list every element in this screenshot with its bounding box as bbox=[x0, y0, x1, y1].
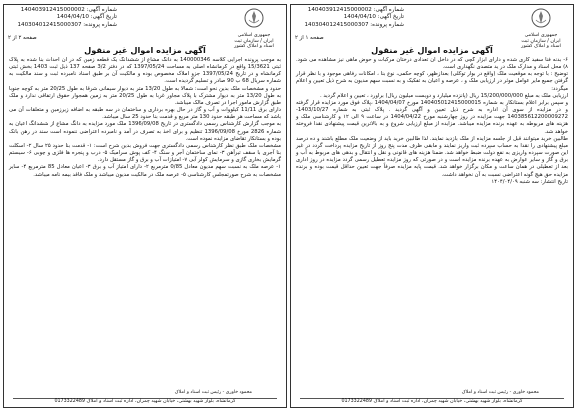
emblem bbox=[232, 7, 276, 50]
notice-title: آگهی مزایده اموال غیر منقول bbox=[84, 45, 206, 55]
signature-block: محمود خاوری - رئیس ثبت اسناد و املاک bbox=[174, 390, 252, 395]
notice-number-label: شماره آگهی: bbox=[373, 7, 404, 13]
paragraph: و سپس برابر اعلام بستانکار به شماره 140405012415000015 مورخ 1404/04/07 ،پلاک فوق مورد مزایده قرار گرفته و در مزایده از سوی آن اداره به شرح ذیل تعیین و آگهی گردید . پلاک ثبتی به شماره 1403/10/27-140385612200009272 جهت مزایده در روز چهارشنبه مورخ 1404/04/22 در ساعت ۹ الی ۱۲ و کارشناسی ملک و هزینه های مربوطه به عهده برنده مزایده میباشد. مزایده از مبلغ ارزیابی شروع و به بالاترین قیمت پیشنهادی نقدا فروخته خواهد شد. bbox=[296, 99, 569, 135]
footer-address: کرمانشاه، بلوار شهید بهشتی، خیابان شهید چمران، اداره ثبت اسناد و املاک 0173322489 bbox=[341, 399, 523, 404]
emblem bbox=[519, 7, 563, 50]
notice-title: آگهی مزایده اموال غیر منقول bbox=[371, 45, 493, 55]
notice-number-label: شماره آگهی: bbox=[86, 7, 117, 13]
footer-address: کرمانشاه، بلوار شهید بهشتی، خیابان شهید چمران، اداره ثبت اسناد و املاک 0173322489 bbox=[54, 399, 236, 404]
emblem-caption: جمهوری اسلامی ایران / سازمان ثبت اسناد و املاک کشور bbox=[234, 33, 274, 50]
signer-name: محمود خاوری bbox=[512, 390, 539, 395]
notice-body bbox=[291, 57, 573, 397]
notice-date: 1404/04/10 bbox=[56, 14, 89, 21]
page-footer bbox=[295, 390, 569, 405]
paragraph: توضیح : با توجه به موقعیت ملک (واقع در بوار توکلی) بعدازظهر، کوچه حکمی، نوع بنا ، امکانات رفاهی موجود و با نظر قرار گرفتن جمیع مایر عوامل موثر در ارزیابی ملک و ، عرصه و اعیان به تفکیک و به نسبت سهم مدیون به شرح ذیل تعیین و اعلام میگردد: bbox=[296, 71, 568, 92]
signer-title: رئیس ثبت اسناد و املاک bbox=[461, 390, 509, 395]
file-number: 140304012415000307 bbox=[17, 21, 82, 28]
file-number-label: شماره پرونده: bbox=[370, 21, 404, 28]
paragraph: به موجب پرونده اجرایی کلاسه 140000346 به دانگ مشاع از ششدانگ یک قطعه زمین که در آن احداث بنا شده به پلاک ثبتی 15/3621 واقع در کرمانشاه اصلی به مساحت 1397/05/24 که در دفتر 3/2 صفحه 137 ذیل ثبت 1403 بخش ثبتی کرمانشاه و در تاریخ 1397/05/24 جزو املاک مخصوص بوده و مالکیت آن بر طبق اسناد نامبرده ثبت و سند مالکیت به شماره سریال 68 ب 90 صادر و تسلیم گردیده است. bbox=[9, 57, 281, 85]
paragraph: طالبین خرید میتوانند قبل از جلسه مزایده از ملک بازدید نمایند. لذا طالبین خرید باید از وضعیت ملک مطلع باشند و ده درصد مبلغ پیشنهادی را نقدا به حساب سپرده ثبت واریز نمایند و مابقی ظرف مدت پنج روز از تاریخ مزایده پرداخت گردد در غیر این صورت سپرده واریزی به نفع دولت ضبط خواهد شد. ضمنا هزینه های قانونی و نقل و انتقال و بدهی های مربوط به آب و برق و گاز و سایر عوارض به عهده برنده مزایده است و در صورتی که روز مزایده تعطیل رسمی گردد مزایده در روز اداری بعد از تعطیلی در همان ساعت و مکان برگزار خواهد شد. قیمت پایه مزایده صرفاً جهت تعیین حداقل قیمت بوده و برنده مزایده حق هیچ گونه اعتراضی نسبت به آن نخواهد داشت. bbox=[296, 135, 568, 178]
emblem-caption: جمهوری اسلامی ایران / سازمان ثبت اسناد و املاک کشور bbox=[521, 33, 561, 50]
signer-title: رئیس ثبت اسناد و املاک bbox=[174, 390, 222, 395]
paragraph: مشخصات ملک طبق نظر کارشناس رسمی دادگستری جهت فروش بدین شرح است: ۱- قدمت بنا حدود ۲۵ سال ۲- اسکلت بنا آجری با سقف تیرآهن ۳- نمای ساختمان آجر و سنگ ۴- کف پوش سرامیک ۵- درب و پنجره ها فلزی و چوبی ۶- سیستم گرمایش بخاری گازی و سرمایش کولر آبی ۷- امتیازات آب و برق و گاز مستقل دارد. bbox=[9, 142, 281, 164]
notice-number: 140403912415000002 bbox=[20, 7, 85, 13]
notice-meta bbox=[294, 7, 404, 29]
emblem-icon bbox=[530, 7, 552, 29]
paragraph: تاریخ انتشار: سه شنبه ۱۴۰۴/۰۴/۰۹ bbox=[491, 178, 568, 185]
paragraph: حدود و مشخصات ملک بدین نحو است: شمالا به طول 13/20 متر به دیوار سیمانی شرقا به طول 20/25 متر به کوچه جنوبا به طول 13/20 متر به دیوار مشترک با پلاک مجاور غربا به طول 20/25 متر به زمین همجوار حقوق ارتفاقی ندارد و ملک طبق گزارش مامور اجرا در تصرف مالک میباشد. bbox=[9, 85, 282, 106]
notice-page-1 bbox=[290, 4, 574, 408]
notice-meta bbox=[7, 7, 117, 29]
emblem-icon bbox=[243, 7, 265, 29]
paragraph: ۶- بدنه فنا سفید کاری شده و دارای ابزار گچی که در داخل آن تعدادی درختان مرکبات و حوض ماهی نیز مشاهده می شود. ۸) محل اسناد و مدارک ملک در ید متصدی نگهداری است. bbox=[296, 57, 568, 71]
paragraph: ارزیابی ملک به مبلغ 15/200/000/000 ریال (پانزده میلیارد و دویست میلیون ریال) براورد ، تعیین و اعلام گردید . bbox=[319, 92, 568, 99]
paragraph: ۱- عرصه ملک به نسبت سهم مدیون معادل 0/85 مترمربع ۲- دارای امتیاز آب و برق ۳- اعیان معادل 85 مترمربع ۴- سایر مشخصات به شرح صورتمجلس کارشناسی ۵- عرصه ملک در مالکیت مدیون میباشد و ملک فاقد بیمه نامه میباشد. bbox=[9, 164, 282, 178]
notice-page-2 bbox=[3, 4, 287, 408]
notice-date-label: تاریخ آگهی: bbox=[90, 14, 117, 21]
notice-number: 140403912415000002 bbox=[307, 7, 372, 13]
notice-date: 1404/04/10 bbox=[343, 14, 376, 21]
paragraph: دارای برق 11/11 کیلووات و آب و گاز در حال بهره برداری و ساختمان در سه طبقه به اضافه زیرزمین و متعلقات آن می باشد که مساحت هر طبقه حدود 130 متر مربع و قدمت بنا حدود 25 سال میباشد. bbox=[9, 107, 281, 121]
notice-body bbox=[4, 57, 286, 397]
paragraph: به موجب گزارش کارشناس رسمی دادگستری در تاریخ 1396/09/08 ملک مورد مزایده به دانگ مشاع از ششدانگ اعیان به شماره 2826 مورخ 1396/09/08 تنظیم و برای اخذ به تصرف در آمد و نامبرده اعتراضی ننموده است سند در رهن بانک بوده و بستانکار تقاضای مزایده نموده است. bbox=[9, 121, 282, 142]
signature-block: محمود خاوری - رئیس ثبت اسناد و املاک bbox=[461, 390, 539, 395]
page-footer bbox=[8, 390, 282, 405]
notice-date-label: تاریخ آگهی: bbox=[377, 14, 404, 21]
page-number: صفحه ۲ از ۲ bbox=[8, 35, 37, 41]
file-number: 140304012415000307 bbox=[304, 21, 369, 28]
file-number-label: شماره پرونده: bbox=[83, 21, 117, 28]
signer-name: محمود خاوری bbox=[225, 390, 252, 395]
page-number: صفحه ۱ از ۲ bbox=[295, 35, 324, 41]
